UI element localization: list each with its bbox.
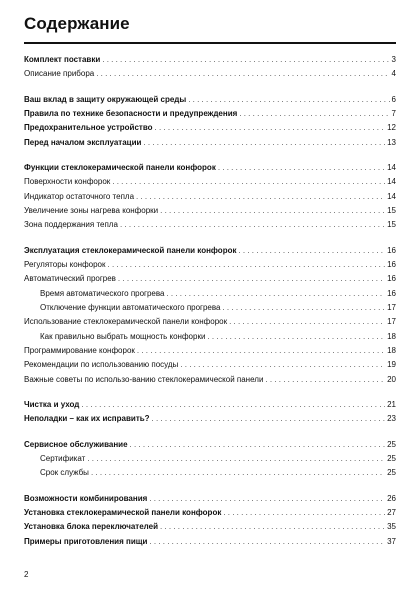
toc-entry[interactable]: [24, 452, 396, 466]
toc-dot-leader: [229, 315, 385, 329]
toc-entry-title: Отключение функции автоматического прогрева: [40, 302, 221, 312]
toc-entry-title: Описание прибора: [24, 69, 95, 79]
toc-entry-page: 18: [387, 345, 396, 355]
toc-entry-page: 21: [387, 399, 396, 409]
toc-entry-title: Как правильно выбрать мощность конфорки: [40, 331, 206, 341]
toc-entry-title: Перед началом эксплуатации: [24, 137, 142, 147]
toc-entry-title: Увеличение зоны нагрева конфорки: [24, 205, 159, 215]
toc-dot-leader: [180, 358, 385, 372]
toc-entry[interactable]: [24, 358, 396, 372]
toc-entry-title: Сервисное обслуживание: [24, 439, 128, 449]
toc-entry-page: 25: [387, 468, 396, 478]
toc-dot-leader: [149, 492, 385, 506]
toc-entry-title: Чистка и уход: [24, 399, 80, 409]
toc-entry-title: Возможности комбинирования: [24, 493, 148, 503]
page-number: 2: [24, 570, 29, 579]
toc-dot-leader: [160, 204, 385, 218]
toc-entry[interactable]: [24, 330, 396, 344]
toc-entry-page: 14: [387, 177, 396, 187]
toc-dot-leader: [130, 438, 386, 452]
toc-entry-title: Использование стеклокерамической панели конфорок: [24, 317, 228, 327]
toc-entry-title: Срок службы: [40, 468, 89, 478]
toc-dot-leader: [81, 398, 385, 412]
table-of-contents: [24, 53, 396, 549]
toc-entry-title: Рекомендации по использованию посуды: [24, 360, 179, 370]
toc-dot-leader: [166, 287, 385, 301]
toc-entry[interactable]: [24, 412, 396, 426]
toc-entry[interactable]: [24, 535, 396, 549]
toc-entry[interactable]: [24, 175, 396, 189]
toc-dot-leader: [112, 175, 385, 189]
toc-entry-page: 37: [387, 536, 396, 546]
toc-entry-title: Автоматический прогрев: [24, 274, 116, 284]
toc-entry-page: 26: [387, 493, 396, 503]
toc-entry-page: 25: [387, 453, 396, 463]
toc-entry-title: Примеры приготовления пищи: [24, 536, 148, 546]
toc-entry[interactable]: [24, 93, 396, 107]
toc-dot-leader: [218, 161, 385, 175]
toc-entry-title: Предохранительное устройство: [24, 123, 153, 133]
toc-entry-page: 15: [387, 205, 396, 215]
toc-entry[interactable]: [24, 272, 396, 286]
toc-entry-page: 17: [387, 302, 396, 312]
toc-dot-leader: [152, 412, 386, 426]
toc-dot-leader: [265, 373, 385, 387]
toc-entry-page: 25: [387, 439, 396, 449]
toc-entry-page: 6: [391, 94, 396, 104]
toc-dot-leader: [108, 258, 386, 272]
toc-entry-title: Сертификат: [40, 453, 86, 463]
toc-entry[interactable]: [24, 301, 396, 315]
toc-entry[interactable]: [24, 190, 396, 204]
toc-entry-title: Индикатор остаточного тепла: [24, 191, 135, 201]
toc-entry-page: 35: [387, 522, 396, 532]
toc-dot-leader: [120, 218, 385, 232]
toc-entry-page: 19: [387, 360, 396, 370]
toc-entry[interactable]: [24, 67, 396, 81]
toc-entry-title: Поверхности конфорок: [24, 177, 111, 187]
toc-dot-leader: [87, 452, 385, 466]
toc-entry-page: 16: [387, 245, 396, 255]
toc-dot-leader: [136, 190, 385, 204]
toc-entry-page: 14: [387, 162, 396, 172]
toc-dot-leader: [91, 466, 385, 480]
title-rule: [24, 42, 396, 44]
toc-entry[interactable]: [24, 287, 396, 301]
toc-dot-leader: [188, 93, 389, 107]
toc-dot-leader: [238, 244, 385, 258]
toc-entry-title: Установка блока переключателей: [24, 522, 159, 532]
toc-entry-page: 13: [387, 137, 396, 147]
toc-dot-leader: [149, 535, 385, 549]
toc-dot-leader: [96, 67, 389, 81]
toc-entry-page: 17: [387, 317, 396, 327]
toc-dot-leader: [102, 53, 389, 67]
toc-entry-title: Время автоматического прогрева: [40, 288, 165, 298]
toc-entry[interactable]: [24, 344, 396, 358]
toc-entry-page: 18: [387, 331, 396, 341]
toc-entry-page: 4: [391, 69, 396, 79]
toc-dot-leader: [137, 344, 385, 358]
toc-entry-title: Эксплуатация стеклокерамической панели конфорок: [24, 245, 237, 255]
toc-dot-leader: [223, 506, 385, 520]
toc-entry-page: 16: [387, 288, 396, 298]
toc-entry[interactable]: [24, 107, 396, 121]
toc-entry-title: Установка стеклокерамической панели конфорок: [24, 507, 222, 517]
toc-dot-leader: [143, 136, 385, 150]
toc-entry-title: Регуляторы конфорок: [24, 259, 106, 269]
toc-entry-title: Важные советы по использо-ванию стеклокерамической панели: [24, 374, 264, 384]
toc-entry[interactable]: [24, 506, 396, 520]
toc-entry-page: 27: [387, 507, 396, 517]
toc-dot-leader: [239, 107, 389, 121]
toc-entry[interactable]: [24, 161, 396, 175]
toc-entry-page: 7: [391, 108, 396, 118]
toc-entry-title: Функции стеклокерамической панели конфорок: [24, 162, 216, 172]
toc-entry[interactable]: [24, 53, 396, 67]
toc-entry-page: 16: [387, 274, 396, 284]
toc-dot-leader: [155, 121, 386, 135]
toc-entry[interactable]: [24, 244, 396, 258]
toc-entry[interactable]: [24, 520, 396, 534]
toc-dot-leader: [207, 330, 385, 344]
toc-entry[interactable]: [24, 315, 396, 329]
toc-entry[interactable]: [24, 492, 396, 506]
toc-entry-page: 16: [387, 259, 396, 269]
toc-entry[interactable]: [24, 136, 396, 150]
toc-entry-title: Программирование конфорок: [24, 345, 135, 355]
toc-entry-page: 3: [391, 55, 396, 64]
toc-entry[interactable]: [24, 258, 396, 272]
toc-entry-page: 23: [387, 414, 396, 424]
toc-entry-title: Ваш вклад в защиту окружающей среды: [24, 94, 187, 104]
toc-dot-leader: [160, 520, 385, 534]
toc-entry-title: Зона поддержания тепла: [24, 220, 118, 230]
toc-entry-page: 20: [387, 374, 396, 384]
toc-entry[interactable]: [24, 204, 396, 218]
toc-entry-page: 15: [387, 220, 396, 230]
toc-dot-leader: [222, 301, 385, 315]
toc-entry-page: 14: [387, 191, 396, 201]
toc-dot-leader: [118, 272, 385, 286]
toc-entry[interactable]: [24, 438, 396, 452]
toc-entry[interactable]: [24, 373, 396, 387]
toc-entry[interactable]: [24, 218, 396, 232]
toc-entry-title: Комплект поставки: [24, 55, 101, 64]
page-title: Содержание: [24, 14, 130, 33]
toc-entry[interactable]: [24, 466, 396, 480]
toc-entry-title: Неполадки – как их исправить?: [24, 414, 150, 424]
toc-entry[interactable]: [24, 398, 396, 412]
toc-entry-title: Правила по технике безопасности и предупреждения: [24, 108, 238, 118]
toc-entry[interactable]: [24, 121, 396, 135]
toc-entry-page: 12: [387, 123, 396, 133]
